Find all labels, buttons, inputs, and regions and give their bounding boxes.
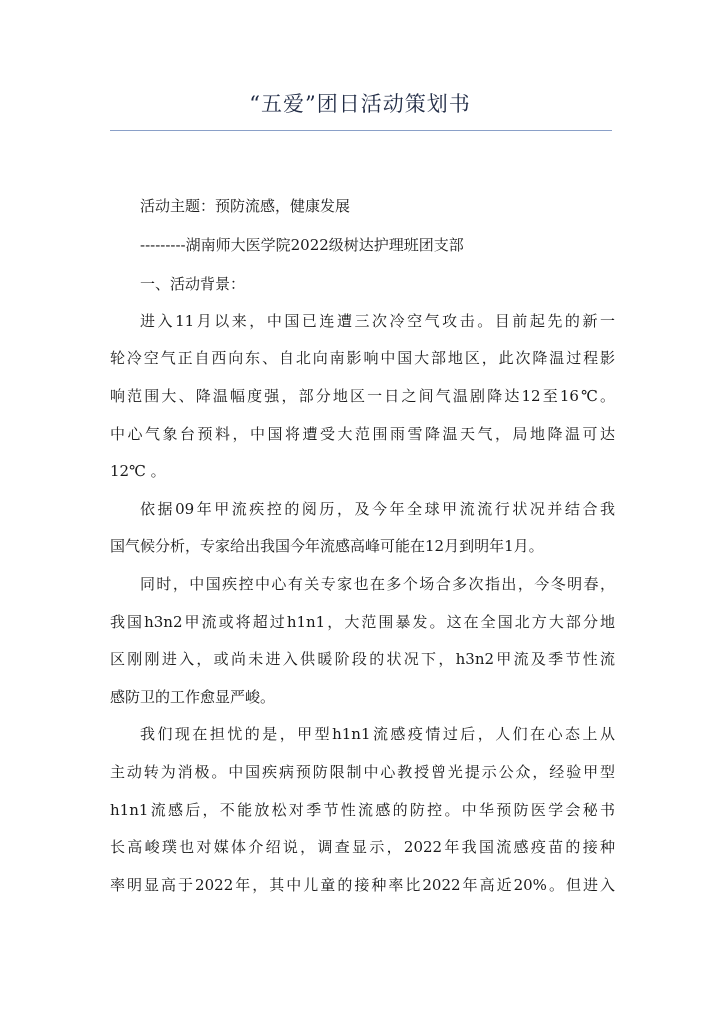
section-heading: 一、活动背景： (140, 275, 246, 293)
paragraph-line: h1n1流感后，不能放松对季节性流感的防控。中华预防医学会秘书 (110, 801, 615, 819)
paragraph-line: 感防卫的工作愈显严峻。 (110, 688, 276, 706)
paragraph-line: 依据09年甲流疾控的阅历，及今年全球甲流流行状况并结合我 (140, 500, 615, 518)
activity-theme: 活动主题：预防流感，健康发展 (140, 197, 351, 215)
paragraph-line: 同时，中国疾控中心有关专家也在多个场合多次指出，今冬明春， (140, 575, 615, 593)
paragraph-line: 12℃ 。 (110, 462, 166, 480)
paragraph-line: 我们现在担忧的是，甲型h1n1流感疫情过后，人们在心态上从 (140, 725, 615, 743)
paragraph-line: 率明显高于2022年，其中儿童的接种率比2022年高近20%。但进入 (110, 876, 615, 894)
paragraph-line: 进入11月以来，中国已连遭三次冷空气攻击。目前起先的新一 (140, 312, 615, 330)
paragraph-line: 区刚刚进入，或尚未进入供暖阶段的状况下，h3n2甲流及季节性流 (110, 650, 615, 668)
paragraph-line: 响范围大、降温幅度强，部分地区一日之间气温剧降达12至16℃。 (110, 387, 615, 405)
paragraph-line: 主动转为消极。中国疾病预防限制中心教授曾光提示公众，经验甲型 (110, 763, 615, 781)
paragraph-line: 长高峻璞也对媒体介绍说，调查显示，2022年我国流感疫苗的接种 (110, 838, 615, 856)
paragraph-line: 国气候分析，专家给出我国今年流感高峰可能在12月到明年1月。 (110, 537, 544, 555)
title-divider (110, 130, 612, 131)
paragraph-line: 中心气象台预料，中国将遭受大范围雨雪降温天气，局地降温可达 (110, 425, 615, 443)
paragraph-line: 我国h3n2甲流或将超过h1n1，大范围暴发。这在全国北方大部分地 (110, 613, 615, 631)
organizer-line: ---------湖南师大医学院2022级树达护理班团支部 (140, 236, 464, 254)
paragraph-line: 轮冷空气正自西向东、自北向南影响中国大部地区，此次降温过程影 (110, 349, 615, 367)
document-title: “五爱”团日活动策划书 (249, 92, 471, 116)
